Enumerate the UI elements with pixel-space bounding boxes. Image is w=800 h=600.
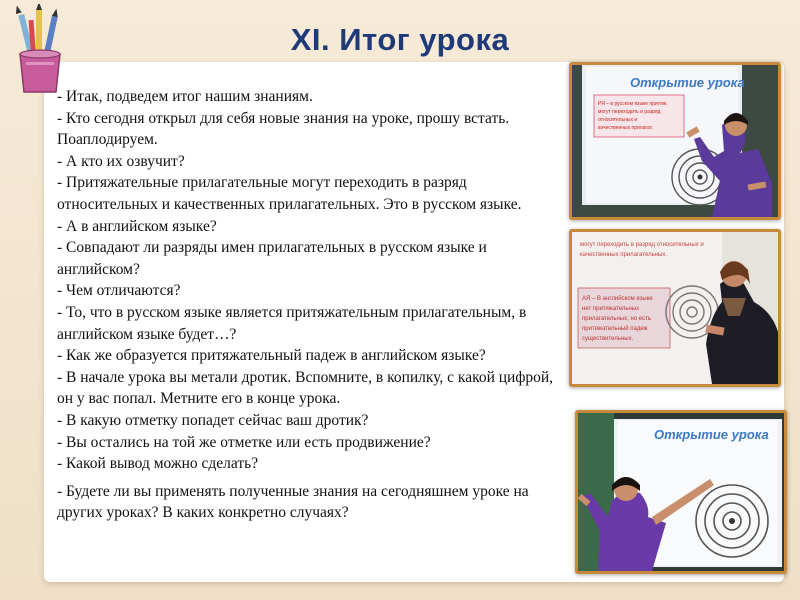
text-line: - Кто сегодня открыл для себя новые знания на уроке, прошу встать. Поаплодируем. (57, 109, 510, 149)
svg-text:нет притяжательных: нет притяжательных (582, 306, 640, 312)
svg-text:качественных прилагательных.: качественных прилагательных. (580, 252, 668, 258)
svg-text:могут переходить в разряд: могут переходить в разряд (598, 109, 661, 115)
classroom-photo-2 (569, 229, 781, 387)
slide-title: XI. Итог урока (290, 22, 510, 57)
text-line: - А в английском языке? (57, 217, 217, 235)
svg-text:существительных.: существительных. (582, 336, 634, 342)
svg-text:прилагательных, но есть: прилагательных, но есть (582, 316, 651, 322)
svg-text:притяжательный падеж: притяжательный падеж (582, 326, 648, 332)
lesson-summary-text (57, 86, 557, 524)
text-line: - Будете ли вы применять полученные знания на сегодняшнем уроке на других уроках? В каких конкретно случаях? (57, 482, 529, 522)
text-line: - То, что в русском языке является притяжательным прилагательным, в английском языке будет…? (57, 303, 527, 343)
text-line: - Совпадают ли разряды имен прилагательных в русском языке и английском? (57, 239, 487, 278)
svg-text:качественных прилагат.: качественных прилагат. (598, 125, 654, 131)
classroom-photo-3 (575, 410, 787, 574)
text-line: - Итак, подведем итог нашим знаниям. (57, 88, 313, 105)
text-line: - Вы остались на той же отметке или есть продвижение? (57, 433, 431, 451)
text-line: - В какую отметку попадет сейчас ваш дротик? (57, 411, 369, 429)
text-line: - Притяжательные прилагательные могут переходить в разряд относительных и качественных прилагательных. Это в русском языке. (57, 174, 522, 213)
svg-text:АЯ – В английском языке: АЯ – В английском языке (582, 296, 653, 302)
text-line: - Как же образуется притяжательный падеж в английском языке? (57, 347, 486, 365)
svg-text:могут переходить в разряд отно: могут переходить в разряд относительных и (580, 242, 704, 248)
svg-text:РЯ – в русском языке притяж.: РЯ – в русском языке притяж. (598, 101, 668, 107)
text-line: - Какой вывод можно сделать? (57, 455, 259, 473)
board-title-3: Открытие урока (654, 427, 769, 442)
text-line: - В начале урока вы метали дротик. Вспомните, в копилку, с какой цифрой, он у вас попал. Метните его в конце урока. (57, 368, 554, 408)
classroom-photo-1 (569, 62, 781, 220)
svg-text:относительных и: относительных и (598, 117, 638, 123)
text-line: - А кто их озвучит? (57, 152, 185, 170)
board-title-1: Открытие урока (630, 75, 745, 90)
text-line: - Чем отличаются? (57, 282, 181, 300)
